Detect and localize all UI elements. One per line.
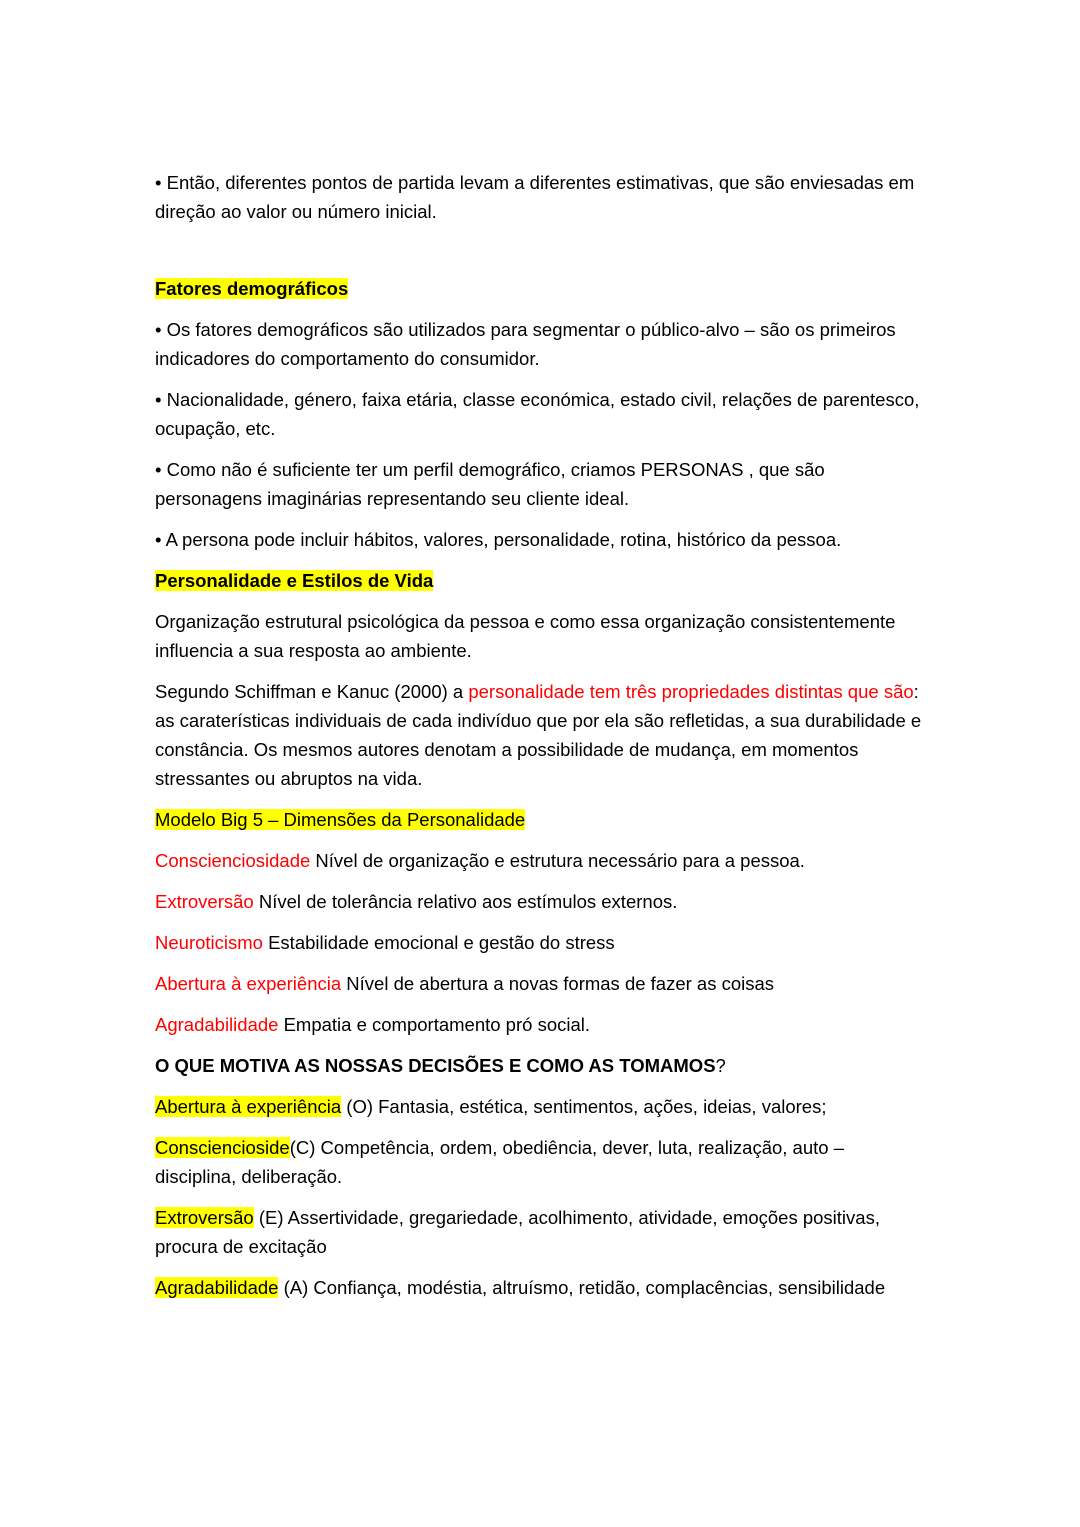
text-run: • Como não é suficiente ter um perfil demográfico, criamos PERSONAS , que são personagens imaginárias representando seu cliente ideal. — [155, 459, 830, 509]
text-run: Estabilidade emocional e gestão do stress — [262, 932, 615, 953]
red-text: personalidade tem três propriedades distintas que são — [468, 681, 914, 702]
text-run: Nível de tolerância relativo aos estímulos externos. — [253, 891, 678, 912]
red-text: Conscienciosidade — [155, 850, 311, 871]
red-text: Neuroticismo — [155, 932, 263, 953]
paragraph — [155, 607, 930, 665]
highlighted-text: Extroversão — [155, 1207, 254, 1228]
text-run: : as caraterísticas individuais de cada indivíduo que por ela são refletidas, a sua durabilidade e constância. Os mesmos autores denotam a possibilidade de mudança, em momentos stressantes ou abruptos na vida. — [155, 681, 927, 789]
section-heading — [155, 1051, 930, 1080]
bullet-paragraph — [155, 385, 930, 443]
text-run: Empatia e comportamento pró social. — [278, 1014, 591, 1035]
bold-text: O QUE MOTIVA AS NOSSAS DECISÕES E COMO AS TOMAMOS — [155, 1055, 716, 1076]
paragraph — [155, 969, 930, 998]
red-text: Extroversão — [155, 891, 254, 912]
text-run: Nível de abertura a novas formas de fazer as coisas — [341, 973, 775, 994]
section-heading — [155, 274, 930, 303]
paragraph — [155, 928, 930, 957]
section-heading — [155, 566, 930, 595]
text-run: (A) Confiança, modéstia, altruísmo, retidão, complacências, sensibilidade — [278, 1277, 886, 1298]
bullet-paragraph — [155, 168, 930, 226]
text-run: • Nacionalidade, género, faixa etária, classe económica, estado civil, relações de parentesco, ocupação, etc. — [155, 389, 925, 439]
paragraph — [155, 846, 930, 875]
text-run: • Então, diferentes pontos de partida levam a diferentes estimativas, que são enviesadas em direção ao valor ou número inicial. — [155, 172, 920, 222]
paragraph — [155, 1203, 930, 1261]
highlighted-text: Abertura à experiência — [155, 1096, 342, 1117]
red-text: Agradabilidade — [155, 1014, 279, 1035]
highlighted-text: Consciencioside — [155, 1137, 290, 1158]
highlighted-text: Fatores demográficos — [155, 278, 349, 299]
text-run: Nível de organização e estrutura necessário para a pessoa. — [310, 850, 805, 871]
text-run: Segundo Schiffman e Kanuc (2000) a — [155, 681, 469, 702]
paragraph — [155, 1133, 930, 1191]
bullet-paragraph — [155, 315, 930, 373]
paragraph — [155, 1273, 930, 1302]
text-run: (O) Fantasia, estética, sentimentos, ações, ideias, valores; — [341, 1096, 827, 1117]
red-text: Abertura à experiência — [155, 973, 342, 994]
highlighted-text: Agradabilidade — [155, 1277, 279, 1298]
section-heading — [155, 805, 930, 834]
bullet-paragraph — [155, 455, 930, 513]
paragraph — [155, 1092, 930, 1121]
text-run: ? — [715, 1055, 726, 1076]
paragraph — [155, 677, 930, 793]
highlighted-text: Personalidade e Estilos de Vida — [155, 570, 434, 591]
text-run: • A persona pode incluir hábitos, valores, personalidade, rotina, histórico da pessoa. — [155, 529, 842, 550]
paragraph — [155, 887, 930, 916]
text-run: Organização estrutural psicológica da pessoa e como essa organização consistentemente influencia a sua resposta ao ambiente. — [155, 611, 901, 661]
text-run: • Os fatores demográficos são utilizados para segmentar o público-alvo – são os primeiros indicadores do comportamento do consumidor. — [155, 319, 901, 369]
highlighted-text: Modelo Big 5 – Dimensões da Personalidade — [155, 809, 526, 830]
paragraph — [155, 1010, 930, 1039]
text-run: (E) Assertividade, gregariedade, acolhimento, atividade, emoções positivas, procura de excitação — [155, 1207, 886, 1257]
document-body — [155, 168, 930, 1302]
bullet-paragraph — [155, 525, 930, 554]
text-run: (C) Competência, ordem, obediência, dever, luta, realização, auto – disciplina, deliberação. — [155, 1137, 850, 1187]
